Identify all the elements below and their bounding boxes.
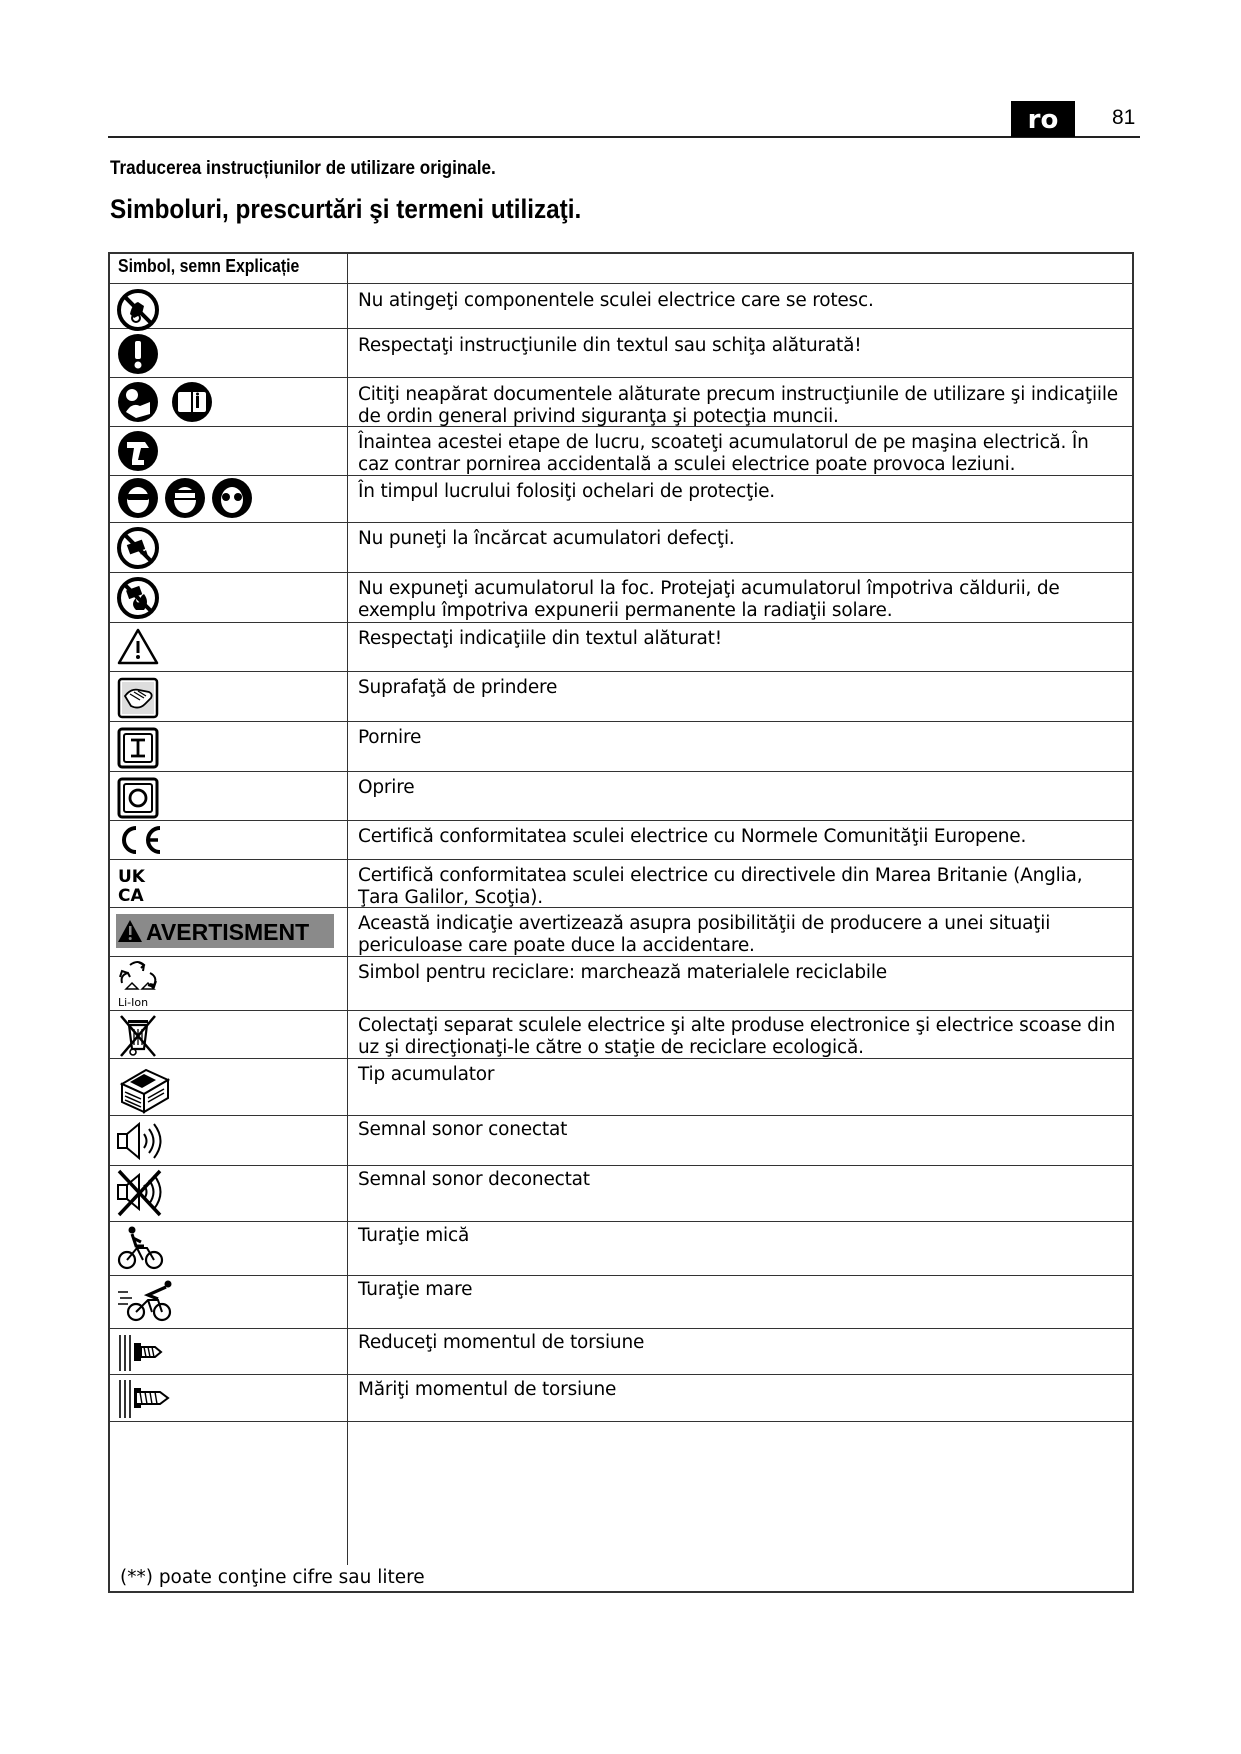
avertisment-label-icon [116, 912, 336, 950]
remove-battery-icon [116, 429, 160, 473]
ukca-top-text: UK [118, 867, 145, 887]
table-row-text: Simbol pentru reciclare: marchează materialele reciclabile [358, 962, 887, 983]
li-ion-text: Li-Ion [118, 996, 149, 1009]
table-row-text: Această indicaţie avertizează asupra posibilităţii de producere a unei situaţii periculoase care poate duce la accidentare. [358, 913, 1051, 956]
table-footnote: (**) poate conţine cifre sau litere [120, 1567, 425, 1588]
table-row-text: Înaintea acestei etape de lucru, scoateţi acumulatorul de pe maşina electrică. În caz contrar pornirea accidentală a sculei electrice poate provoca leziuni. [358, 432, 1089, 475]
row-divider [110, 377, 1132, 378]
table-row-text: Nu puneţi la încărcat acumulatori defecţi. [358, 528, 735, 549]
sound-off-icon [116, 1167, 168, 1217]
row-divider [110, 1421, 1132, 1422]
document-subtitle: Traducerea instrucțiunilor de utilizare originale. [110, 158, 496, 179]
table-row-text: Turaţie mare [358, 1279, 473, 1300]
avertisment-text: AVERTISMENT [146, 919, 310, 945]
row-divider [110, 1115, 1132, 1116]
table-row-text: În timpul lucrului folosiţi ochelari de protecţie. [358, 481, 775, 502]
table-row-text: Citiţi neapărat documentele alăturate precum instrucţiunile de utilizare şi indicaţiile de ordin general privind siguranţa şi potecţia muncii. [358, 384, 1118, 427]
power-off-icon [116, 776, 160, 820]
crossed-bin-icon [116, 1012, 160, 1058]
row-divider [110, 328, 1132, 329]
high-speed-icon [116, 1278, 176, 1324]
table-row-text: Certifică conformitatea sculei electrice cu directivele din Marea Britanie (Anglia, Ţara Galilor, Scoţia). [358, 865, 1083, 908]
page-title: Simboluri, prescurtări şi termeni utilizaţi. [110, 194, 582, 224]
reduce-torque-icon [116, 1331, 166, 1373]
ce-mark-icon [116, 824, 166, 856]
row-divider [110, 522, 1132, 523]
table-row-text: Suprafaţă de prindere [358, 677, 558, 698]
row-divider [110, 622, 1132, 623]
no-charge-defective-icon [116, 526, 160, 570]
table-row-text: Semnal sonor conectat [358, 1119, 568, 1140]
grip-surface-icon [116, 676, 160, 720]
protective-equipment-icon [116, 476, 264, 520]
table-row-text: Turaţie mică [358, 1225, 470, 1246]
header-rule [108, 136, 1140, 138]
no-fire-icon [116, 576, 160, 620]
symbols-table [108, 252, 1134, 1593]
table-row-text: Nu atingeţi componentele sculei electrice care se rotesc. [358, 290, 874, 311]
warning-triangle-icon [116, 626, 160, 668]
table-row-text: Certifică conformitatea sculei electrice cu Normele Comunităţii Europene. [358, 826, 1027, 847]
table-row-text: Măriţi momentul de torsiune [358, 1379, 617, 1400]
row-divider [110, 771, 1132, 772]
table-row-text: Nu expuneţi acumulatorul la foc. Protejaţi acumulatorul împotriva căldurii, de exemplu împotriva expunerii permanente la radiaţii solare. [358, 578, 1060, 621]
row-divider [110, 572, 1132, 573]
row-divider [110, 671, 1132, 672]
read-manual-icon [116, 380, 216, 424]
low-speed-icon [116, 1224, 166, 1272]
table-row-text: Pornire [358, 727, 422, 748]
row-divider [110, 283, 1132, 284]
table-row-text: Reduceţi momentul de torsiune [358, 1332, 645, 1353]
no-touch-rotating-icon [116, 288, 160, 332]
row-divider [110, 859, 1132, 860]
table-header: Simbol, semn Explicație [118, 256, 300, 276]
table-row-text: Colectaţi separat sculele electrice şi alte produse electronice şi electrice scoase din uz şi direcţionaţi-le către o staţie de reciclare ecologică. [358, 1015, 1116, 1058]
table-row-text: Tip acumulator [358, 1064, 495, 1085]
table-row-text: Semnal sonor deconectat [358, 1169, 590, 1190]
recycle-li-ion-icon [116, 959, 160, 1009]
increase-torque-icon [116, 1376, 172, 1420]
table-row-text: Respectaţi indicaţiile din textul alăturat! [358, 628, 722, 649]
row-divider [110, 1328, 1132, 1329]
row-divider [110, 820, 1132, 821]
language-badge: ro [1011, 101, 1075, 137]
page-number: 81 [1112, 106, 1136, 129]
column-divider [347, 254, 348, 1565]
row-divider [110, 1275, 1132, 1276]
mandatory-action-icon [116, 332, 160, 376]
table-row-text: Oprire [358, 777, 415, 798]
row-divider [110, 1165, 1132, 1166]
sound-on-icon [116, 1120, 168, 1162]
ukca-bottom-text: CA [118, 886, 144, 906]
table-row-text: Respectaţi instrucţiunile din textul sau schiţa alăturată! [358, 335, 862, 356]
row-divider [110, 1374, 1132, 1375]
row-divider [110, 721, 1132, 722]
row-divider [110, 1221, 1132, 1222]
power-on-icon [116, 726, 160, 770]
ukca-mark-icon [116, 864, 156, 906]
battery-type-icon [116, 1062, 172, 1114]
row-divider [110, 1010, 1132, 1011]
